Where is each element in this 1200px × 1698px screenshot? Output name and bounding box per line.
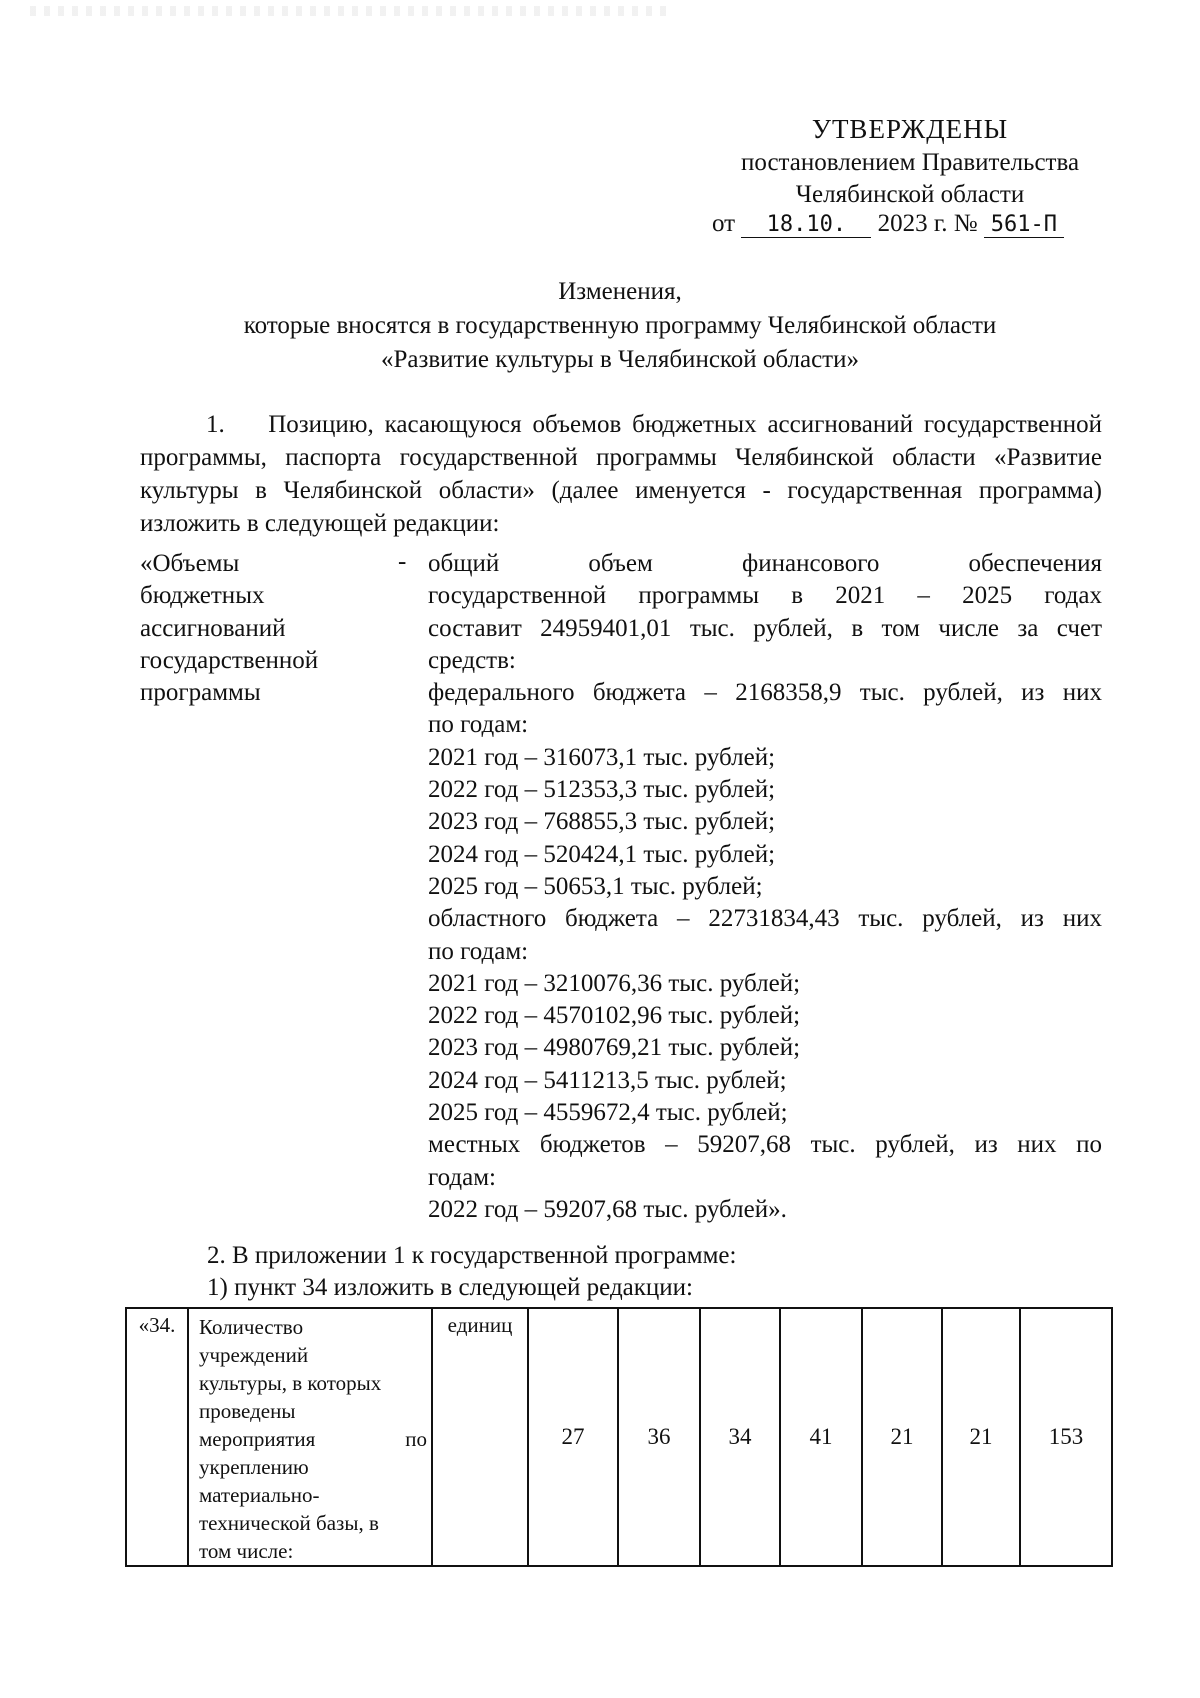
position-body — [428, 548, 1102, 1226]
name-line: Количество — [199, 1315, 304, 1339]
position-dash: - — [398, 548, 407, 575]
funding-line: 2022 год – 4570102,96 тыс. рублей; — [428, 1002, 801, 1030]
scan-artifact — [30, 6, 670, 16]
cell-unit: единиц — [432, 1308, 528, 1566]
label-line: ассигнований — [140, 614, 286, 642]
cell-value: 21 — [862, 1308, 942, 1566]
name-line: технической базы, в — [199, 1511, 379, 1535]
funding-line: областного бюджета – 22731834,43 тыс. рублей, из них — [428, 905, 1102, 933]
approval-line-1: постановлением Правительства — [740, 149, 1080, 176]
table-row — [126, 1308, 1112, 1566]
cell-number: «34. — [126, 1308, 188, 1566]
funding-line: 2023 год – 768855,3 тыс. рублей; — [428, 808, 776, 836]
funding-line: средств: — [428, 646, 516, 674]
funding-line: 2021 год – 316073,1 тыс. рублей; — [428, 743, 776, 771]
document-title — [140, 275, 1100, 377]
cell-value: 153 — [1020, 1308, 1112, 1566]
name-line: мероприятия по — [199, 1427, 427, 1451]
name-line: культуры, в которых — [199, 1371, 382, 1395]
label-line: государственной — [140, 646, 319, 674]
funding-line: государственной программы в 2021 – 2025 годах — [428, 582, 1102, 610]
funding-line: 2025 год – 4559672,4 тыс. рублей; — [428, 1099, 788, 1127]
approval-date-line — [712, 210, 1064, 238]
funding-line: годам: — [428, 1163, 496, 1191]
position-label — [140, 548, 400, 709]
title-line-2: которые вносятся в государственную программу Челябинской области — [243, 312, 997, 339]
cell-value: 27 — [528, 1308, 618, 1566]
approval-line-2: Челябинской области — [795, 181, 1025, 208]
point-2-line-2: 1) пункт 34 изложить в следующей редакции: — [207, 1274, 693, 1301]
cell-indicator-name — [188, 1308, 432, 1566]
date-field: 18.10. — [741, 212, 871, 238]
year-text: 2023 г. № — [877, 210, 978, 237]
indicator-table — [125, 1307, 1113, 1567]
approval-title: УТВЕРЖДЕНЫ — [811, 114, 1009, 144]
point-1-text: Позицию, касающуюся объемов бюджетных ассигнований государственной программы, паспорта государственной программы Челябинской области «Развитие культуры в Челябинской области» (далее именуется - государственная программа) изложить в следующей редакции: — [140, 411, 1103, 537]
funding-line: федерального бюджета – 2168358,9 тыс. рублей, из них — [428, 679, 1102, 707]
label-line: «Объемы — [140, 550, 240, 577]
funding-line: 2021 год – 3210076,36 тыс. рублей; — [428, 969, 801, 997]
name-line: укреплению — [199, 1455, 309, 1479]
name-line: проведены — [199, 1399, 296, 1423]
funding-line: 2025 год – 50653,1 тыс. рублей; — [428, 872, 763, 900]
funding-line: 2022 год – 59207,68 тыс. рублей». — [428, 1195, 787, 1223]
name-line: том числе: — [199, 1539, 294, 1563]
name-line: учреждений — [199, 1343, 309, 1367]
title-line-3: «Развитие культуры в Челябинской области» — [381, 346, 859, 373]
funding-line: 2024 год – 520424,1 тыс. рублей; — [428, 840, 776, 868]
number-field: 561-П — [984, 212, 1064, 238]
point-2-line-1: 2. В приложении 1 к государственной программе: — [207, 1242, 737, 1269]
funding-line: по годам: — [428, 711, 529, 739]
funding-line: по годам: — [428, 937, 529, 965]
title-line-1: Изменения, — [558, 278, 682, 305]
point-1-number: 1. — [206, 411, 225, 438]
date-prefix: от — [712, 210, 736, 237]
funding-line: 2023 год – 4980769,21 тыс. рублей; — [428, 1034, 801, 1062]
cell-value: 36 — [618, 1308, 700, 1566]
label-line: программы — [140, 679, 261, 707]
cell-value: 41 — [780, 1308, 862, 1566]
label-line: бюджетных — [140, 582, 265, 610]
funding-line: составит 24959401,01 тыс. рублей, в том числе за счет — [428, 614, 1102, 642]
point-1-paragraph — [140, 408, 1102, 540]
cell-value: 34 — [700, 1308, 780, 1566]
cell-value: 21 — [942, 1308, 1020, 1566]
funding-line: 2022 год – 512353,3 тыс. рублей; — [428, 776, 776, 804]
funding-line: местных бюджетов – 59207,68 тыс. рублей, из них по — [428, 1131, 1102, 1159]
funding-line: 2024 год – 5411213,5 тыс. рублей; — [428, 1066, 787, 1094]
name-line: материально- — [199, 1483, 320, 1507]
funding-line: общий объем финансового обеспечения — [428, 550, 1102, 577]
